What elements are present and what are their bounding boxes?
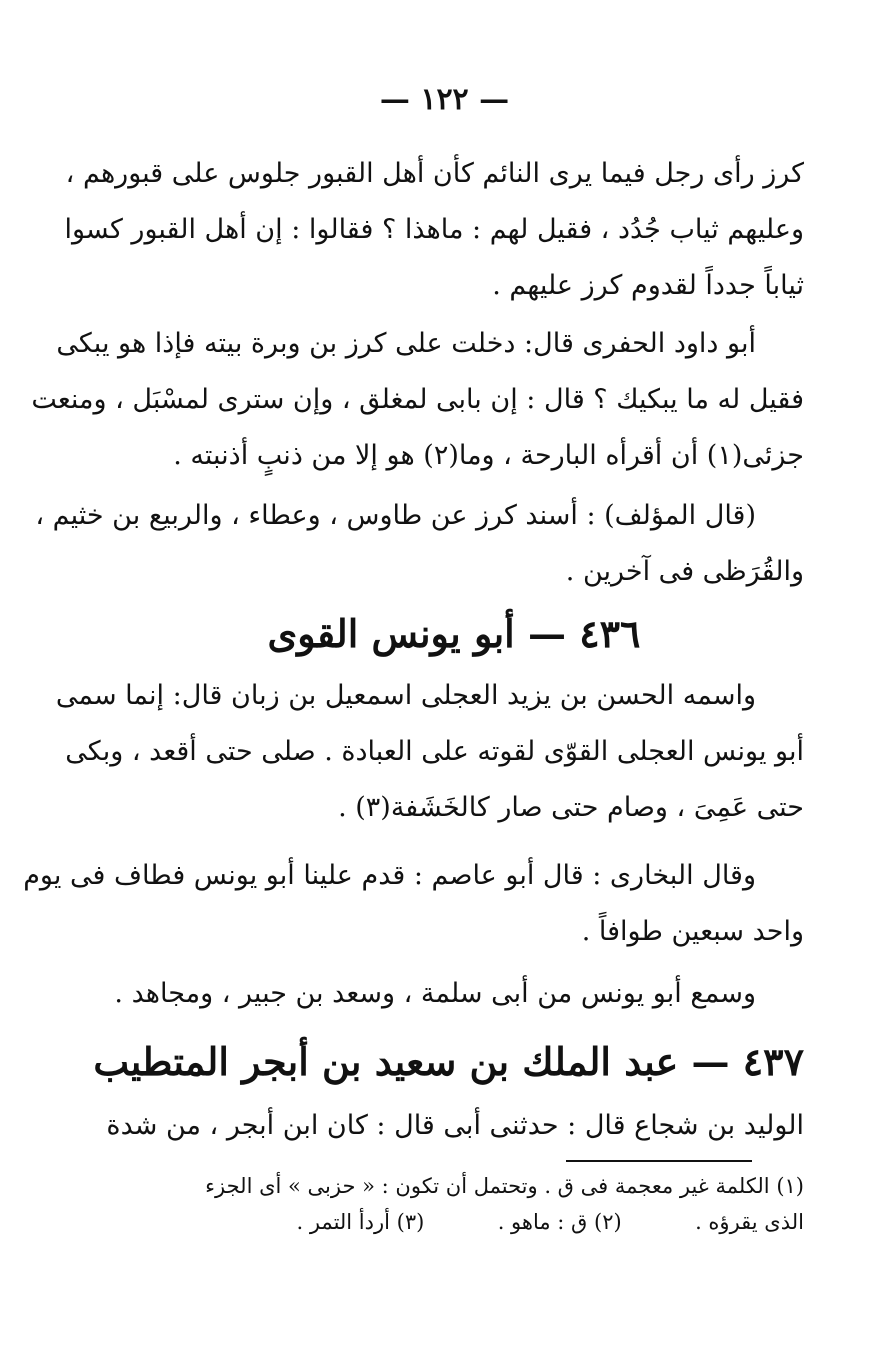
text-line: والقُرَظى فى آخرين . [565, 556, 804, 587]
footnote-1: (١) الكلمة غير معجمة فى ق . وتحتمل أن تكون : « حزبى » أى الجزء [205, 1174, 804, 1198]
text-line: وعليهم ثياب جُدُد ، فقيل لهم : ماهذا ؟ فقالوا : إن أهل القبور كسوا [64, 214, 804, 245]
text-line: ثياباً جدداً لقدوم كرز عليهم . [492, 270, 804, 301]
text-line: الوليد بن شجاع قال : حدثنى أبى قال : كان ابن أبجر ، من شدة [106, 1110, 804, 1141]
text-line: وسمع أبو يونس من أبى سلمة ، وسعد بن جبير ، ومجاهد . [114, 978, 756, 1009]
text-line: واسمه الحسن بن يزيد العجلى اسمعيل بن زبان قال: إنما سمى [55, 680, 756, 711]
footnote-2: (٢) ق : ماهو . [497, 1210, 622, 1234]
paragraph-abu-yunus-name [55, 668, 804, 836]
text-line: جزئى(١) أن أقرأه البارحة ، وما(٢) هو إلا من ذنبٍ أذنبته . [173, 440, 804, 471]
paragraph-bukhari [23, 848, 804, 960]
text-line: حتى عَمِىَ ، وصام حتى صار كالخَشَفة(٣) . [338, 792, 804, 823]
paragraph-abu-dawud [31, 316, 804, 484]
footnote-row [104, 1204, 804, 1240]
paragraph-karz-dream [64, 146, 804, 314]
paragraph-heard-from [104, 966, 804, 1022]
footnote-1-continued: الذى يقرؤه . [695, 1210, 804, 1234]
text-line: كرز رأى رجل فيما يرى النائم كأن أهل القبور جلوس على قبورهم ، [65, 158, 804, 189]
paragraph-author-note [35, 488, 804, 600]
entry-heading-436: ٤٣٦ — أبو يونس القوى [267, 611, 641, 656]
text-line: (قال المؤلف) : أسند كرز عن طاوس ، وعطاء ، والربيع بن خثيم ، [35, 500, 756, 531]
paragraph-walid [104, 1098, 804, 1154]
text-line: وقال البخارى : قال أبو عاصم : قدم علينا أبو يونس فطاف فى يوم [23, 860, 756, 891]
text-line: أبو داود الحفرى قال: دخلت على كرز بن وبرة بيته فإذا هو يبكى [56, 328, 756, 359]
footnote-divider [566, 1160, 752, 1162]
text-line: واحد سبعين طوافاً . [581, 916, 804, 947]
footnote-3: (٣) أردأ التمر . [296, 1210, 425, 1234]
entry-heading-437: ٤٣٧ — عبد الملك بن سعيد بن أبجر المتطيب [93, 1039, 804, 1084]
text-line: أبو يونس العجلى القوّى لقوته على العبادة . صلى حتى أقعد ، وبكى [65, 736, 804, 767]
footnotes [104, 1168, 804, 1240]
text-line: فقيل له ما يبكيك ؟ قال : إن بابى لمغلق ، وإن سترى لمسْبَل ، ومنعت [31, 384, 804, 415]
page-number: — ١٢٢ — [379, 82, 510, 117]
